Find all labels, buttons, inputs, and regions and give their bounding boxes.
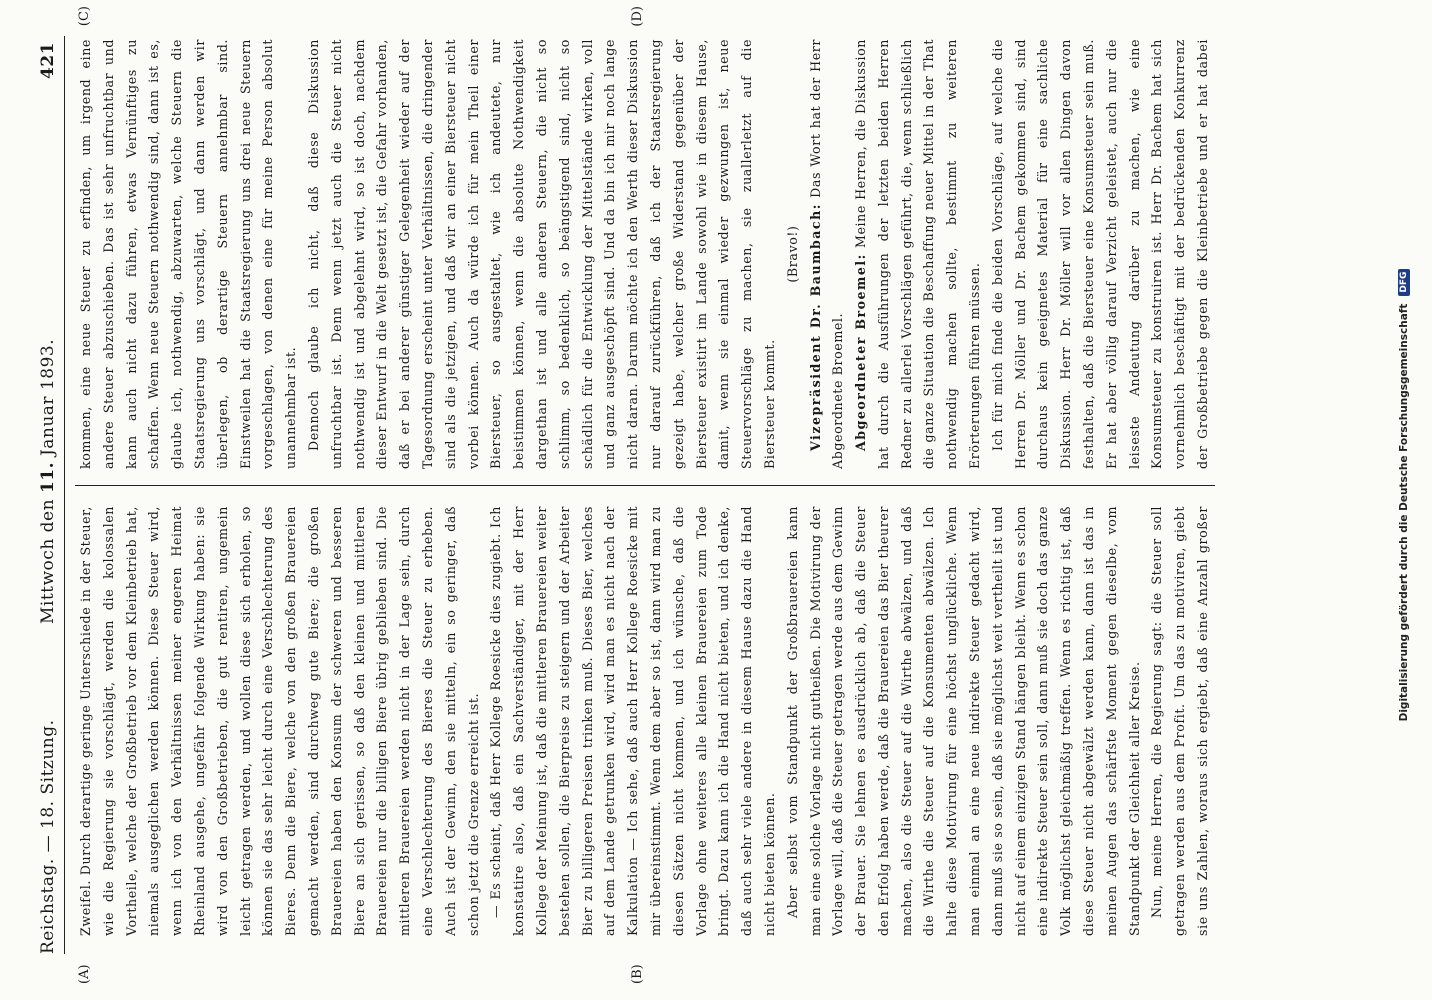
digitization-footer bbox=[1398, 36, 1410, 954]
margin-marker-b: (B) bbox=[630, 964, 645, 984]
header-date-prefix: Mittwoch den bbox=[38, 498, 58, 624]
column-divider bbox=[75, 485, 1215, 486]
speaker-text: Das Wort hat der Herr Abgeordnete Broemel. bbox=[807, 39, 846, 469]
left-column bbox=[75, 506, 1215, 936]
right-column bbox=[75, 39, 1215, 469]
right-paragraph: kommen, eine neue Steuer zu erfinden, um irgend eine andere Steuer abzuschieben. Das ist sehr unfruchtbar und kann auch nicht dazu führen, etwas Vernünftiges zu schaffen. Wenn neue Steuern nothwendig sind, dann ist es, glaube ich, nothwendig, abzuwarten, welche Steuern die Staatsregierung uns vorschlägt, und dann werden wir überlegen, ob derartige Steuern annehmbar sind. Einstweilen hat die Staatsregierung uns drei neue Steuern vorgeschlagen, von denen eine für meine Person absolut unannehmbar ist. bbox=[78, 39, 299, 469]
margin-marker-a: (A) bbox=[77, 964, 92, 984]
left-paragraph: — Es scheint, daß Herr Kollege Roesicke dies zugiebt. Ich konstatire also, daß ein Sachverständiger, mit der Herr Kollege der Meinung ist, daß die mittleren Brauereien weiter bestehen sollen, die Bierpreise zu steigern und der Arbeiter Bier zu billigeren Preisen trinken muß. Dieses Bier, welches auf dem Lande getrunken wird, wird man es nicht nach der Kalkulation — Ich sehe, daß auch Herr Kollege Roesicke mit mir übereinstimmt. Wenn dem aber so ist, dann wird man zu diesen Sätzen nicht kommen, und ich wünsche, daß die Vorlage ohne weiteres alle kleinen Brauereien zum Tode bringt. Dazu kann ich die Hand nicht bieten, und ich denke, daß auch sehr viele andere in diesem Hause dazu die Hand nicht bieten können. bbox=[488, 506, 777, 936]
speaker-name: Vizepräsident Dr. Baumbach: bbox=[807, 203, 823, 451]
speaker-name: Abgeordneter Broemel: bbox=[853, 253, 869, 451]
margin-marker-c: (C) bbox=[77, 6, 92, 27]
left-paragraph: Nun, meine Herren, die Regierung sagt: die Steuer soll getragen werden aus dem Profit. Um das zu motiviren, giebt sie uns Zahlen, woraus sich ergiebt, daß eine Anzahl großer bbox=[1149, 506, 1211, 936]
speaker-text: Meine Herren, die Diskussion hat durch die Ausführungen der letzten beiden Herren Redner zu allerlei Vorschlägen geführt, die, wenn schließlich die ganze Situation die Beschaffung neuer Mittel in der That nothwendig machen sollte, bestimmt zu weiteren Erörterungen führen müssen. bbox=[853, 39, 983, 469]
speaker-paragraph bbox=[805, 39, 851, 469]
left-paragraph: Aber selbst vom Standpunkt der Großbrauereien kann man eine solche Vorlage nicht gutheißen. Die Motivirung der Vorlage will, daß die Steuer getragen werde aus dem Gewinn der Brauer. Sie lehnen es ausdrücklich ab, daß die Steuer den Erfolg haben werde, daß die Brauereien das Bier theurer machen, also die Steuer auf die Wirthe abwälzen, und daß die Wirthe die Steuer auf die Konsumenten abwälzen. Ich halte diese Motivirung für eine höchst unglückliche. Wenn man einmal an eine neue indirekte Steuer gedacht wird, dann muß sie so sein, daß sie möglichst weit vertheilt ist und nicht auf einem einzigen Stand hängen bleibt. Wenn es schon eine indirekte Steuer sein soll, dann muß sie doch das ganze Volk möglichst gleichmäßig treffen. Wenn es richtig ist, daß diese Steuer nicht abgewälzt werden kann, dann ist das in meinen Augen das schärfste Moment gegen dieselbe, vom Standpunkt der Gleichheit aller Kreise. bbox=[784, 506, 1142, 936]
two-column-body bbox=[75, 6, 1215, 984]
dfg-logo: DFG bbox=[1398, 269, 1410, 296]
page-number: 421 bbox=[38, 42, 58, 79]
header-date bbox=[38, 339, 58, 624]
speaker-paragraph bbox=[850, 39, 987, 469]
page-header bbox=[30, 36, 65, 954]
header-date-suffix: Januar 1893. bbox=[38, 338, 58, 457]
footer-text: Digitalisierung gefördert durch die Deutsche Forschungsgemeinschaft bbox=[1398, 303, 1410, 722]
applause-note: (Bravo!) bbox=[784, 225, 800, 283]
header-date-day: 11. bbox=[38, 461, 58, 494]
header-session: Reichstag. — 18. Sitzung. bbox=[38, 719, 58, 954]
right-paragraph: Dennoch glaube ich nicht, daß diese Diskussion unfruchtbar ist. Denn wenn jetzt auch die Steuer nicht nothwendig ist und abgelehnt wird, so ist doch, nachdem dieser Entwurf in die Welt gesetzt ist, die Gefahr vorhanden, daß er bei anderer günstiger Gelegenheit wieder auf der Tagesordnung erscheint unter Verhältnissen, die dringender sind als die jetzigen, und daß wir an einer Biersteuer nicht vorbei können. Auch da würde ich für mein Theil einer Biersteuer, so ausgestaltet, wie ich andeutete, nur beistimmen können, wenn die absolute Nothwendigkeit dargethan ist und alle anderen Steuern, die nicht so schlimm, so bedenklich, so beängstigend sind, nicht so schädlich für die Entwicklung der Mittelstände wirken, voll und ganz ausgeschöpft sind. Und da bin ich mir noch lange nicht daran. Darum möchte ich den Werth dieser Diskussion nur darauf zurückführen, daß ich der Staatsregierung gezeigt habe, welcher große Widerstand gegenüber der Biersteuer existirt im Lande sowohl wie in diesem Hause, damit, wenn sie einmal wieder gezwungen ist, neue Steuervorschläge zu machen, sie zuallerletzt auf die Biersteuer kommt. bbox=[305, 39, 777, 469]
left-paragraph: Zweifel. Durch derartige geringe Unterschiede in der Steuer, wie die Regierung sie vorschlägt, werden die kolossalen Vortheile, welche der Großbetrieb vor dem Kleinbetrieb hat, niemals ausgeglichen werden können. Diese Steuer wird, wenn ich von den Verhältnissen meiner engeren Heimat Rheinland ausgehe, ungefähr folgende Wirkung haben: sie wird von den Großbetrieben, die gut rentiren, ungemein leicht getragen werden, und wollen diese sich erholen, so können sie das sehr leicht durch eine Verschlechterung des Bieres. Denn die Biere, welche von den großen Brauereien gemacht werden, sind durchweg gute Biere; die großen Brauereien haben den Konsum der schweren und besseren Biere an sich gerissen, so daß den kleinen und mittleren Brauereien nur die billigen Biere übrig geblieben sind. Die mittleren Brauereien werden nicht in der Lage sein, durch eine Verschlechterung des Bieres die Steuer zu erheben. Auch ist der Gewinn, den sie mitteln, ein so geringer, daß schon jetzt die Grenze erreicht ist. bbox=[78, 506, 481, 936]
margin-marker-d: (D) bbox=[630, 6, 645, 27]
right-paragraph: Ich für mich finde die beiden Vorschläge, auf welche die Herren Dr. Möller und Dr. Bachem gekommen sind, sind durchaus kein geeignetes Material für eine sachliche Diskussion. Herr Dr. Möller will vor allen Dingen davon festhalten, daß die Biersteuer eine Konsumsteuer sein muß. Er hat aber völlig darauf Verzicht geleistet, auch nur die leiseste Andeutung darüber zu machen, wie eine Konsumsteuer zu konstruiren ist. Herr Dr. Bachem hat sich vornehmlich beschäftigt mit der bedrückenden Konkurrenz der Großbetriebe gegen die Kleinbetriebe und er hat dabei bbox=[989, 39, 1211, 469]
